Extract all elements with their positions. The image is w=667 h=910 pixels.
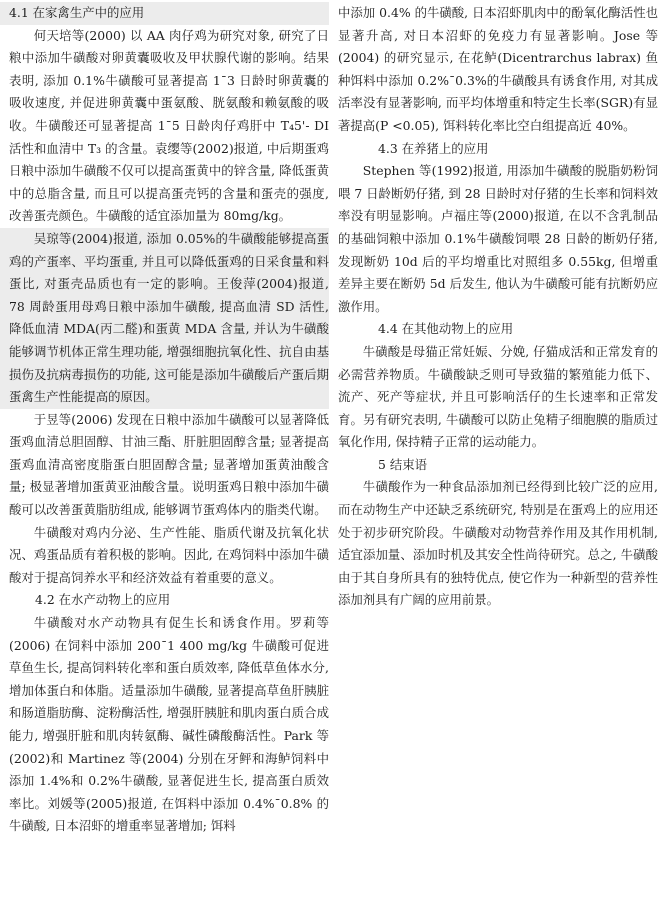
section-heading-4-2: 4.2 在水产动物上的应用 — [35, 592, 171, 608]
section-heading-5: 5 结束语 — [378, 456, 427, 472]
section-heading-4-3: 4.3 在养猪上的应用 — [378, 140, 489, 156]
right-column — [338, 2, 658, 612]
paragraph-poultry-2: 吴琼等(2004)报道, 添加 0.05%的牛磺酸能够提高蛋鸡的产蛋率、平均蛋重, 并且可以降低蛋鸡的日采食量和料蛋比, 对蛋壳品质也有一定的影响。王俊萍(2004)报道, 78 周龄蛋用母鸡日粮中添加牛磺酸, 提高血清 SD 活性, 降低血清 MDA(丙二醛)和蛋黄 MDA 含量, 并认为牛磺酸能够调节机体正常生理功能, 增强细胞抗氧化性、抗自由基损伤及抗病毒损伤的功能, 这可能是添加牛磺酸后产蛋后期蛋禽生产性能提高的原因。 — [0, 228, 329, 409]
paragraph-conclusion: 牛磺酸作为一种食品添加剂已经得到比较广泛的应用, 而在动物生产中还缺乏系统研究, 特别是在蛋鸡上的应用还处于初步研究阶段。牛磺酸对动物营养作用及其作用机制, 适宜添加量、添加时机及其安全性尚待研究。总之, 牛磺酸由于其自身所具有的独特优点, 使它作为一种新型的营养性添加剂具有广阔的应用前景。 — [338, 479, 658, 608]
paragraph-other-animals: 牛磺酸是母猫正常妊娠、分娩, 仔猫成活和正常发育的必需营养物质。牛磺酸缺乏则可导致猫的繁殖能力低下、流产、死产等症状, 并且可影响活仔的生长速率和正常发育。另有研究表明, 牛磺酸可以防止兔精子细胞膜的脂质过氧化作用, 保持精子正常的运动能力。 — [338, 343, 658, 450]
paragraph-poultry-1: 何天培等(2000) 以 AA 肉仔鸡为研究对象, 研究了日粮中添加牛磺酸对卵黄囊吸收及甲状腺代谢的影响。结果表明, 添加 0.1%牛磺酸可显著提高 1¯3 日龄时卵黄囊的吸收速度, 并促进卵黄囊中蛋氨酸、胱氨酸和赖氨酸的吸收。牛磺酸还可显著提高 1¯5 日龄肉仔鸡肝中 T₄5'- DI 活性和血清中 T₃ 的含量。袁缨等(2002)报道, 中后期蛋鸡日粮中添加牛磺酸不仅可以提高蛋黄中的锌含量, 降低蛋黄中的总脂含量, 而且可以提高蛋壳钙的含量和蛋壳的强度, 改善蛋壳颜色。牛磺酸的适宜添加量为 80mg/kg。 — [9, 27, 329, 224]
paragraph-poultry-4: 牛磺酸对鸡内分泌、生产性能、脂质代谢及抗氧化状况、鸡蛋品质有着积极的影响。因此, 在鸡饲料中添加牛磺酸对于提高饲养水平和经济效益有着重要的意义。 — [9, 524, 329, 585]
paragraph-poultry-3: 于昱等(2006) 发现在日粮中添加牛磺酸可以显著降低蛋鸡血清总胆固醇、甘油三酯、肝脏胆固醇含量; 显著提高蛋鸡血清高密度脂蛋白胆固醇含量; 显著增加蛋黄油酸含量; 极显著增加蛋黄亚油酸含量。说明蛋鸡日粮中添加牛磺酸可以改善蛋黄脂肪组成, 能够调节蛋鸡体内的脂类代谢。 — [9, 411, 329, 518]
section-heading-4-1: 4.1 在家禽生产中的应用 — [0, 2, 329, 25]
paragraph-aquatic-1: 牛磺酸对水产动物具有促生长和诱食作用。罗莉等(2006) 在饲料中添加 200¯1 400 mg/kg 牛磺酸可促进草鱼生长, 提高饲料转化率和蛋白质效率, 降低草鱼体水分, 增加体蛋白和体脂。适量添加牛磺酸, 显著提高草鱼肝胰脏和肠道脂肪酶、淀粉酶活性, 增强肝胰脏和肌肉蛋白质合成能力, 增强肝脏和肌肉转氨酶、碱性磷酸酶活性。Park 等(2002)和 Martinez 等(2004) 分别在牙鲆和海鲈饲料中添加 1.4%和 0.2%牛磺酸, 显著促进生长, 提高蛋白质效率比。刘媛等(2005)报道, 在饵料中添加 0.4%¯0.8% 的牛磺酸, 日本沼虾的增重率显著增加; 饵料 — [9, 615, 329, 834]
left-column — [9, 2, 329, 838]
paragraph-aquatic-continued: 中添加 0.4% 的牛磺酸, 日本沼虾肌肉中的酚氧化酶活性也显著升高, 对日本沼虾的免疫力有显著影响。Jose 等(2004) 的研究显示, 在花鲈(Dicentrarchus labrax) 鱼种饵料中添加 0.2%¯0.3%的牛磺酸具有诱食作用, 对其成活率没有显著影响, 而平均体增重和特定生长率(SGR)有显著提高(P <0.05), 饵料转化率比空白组提高近 40%。 — [338, 5, 658, 133]
section-heading-4-4: 4.4 在其他动物上的应用 — [378, 321, 514, 337]
paragraph-swine: Stephen 等(1992)报道, 用添加牛磺酸的脱脂奶粉饲喂 7 日龄断奶仔猪, 到 28 日龄时对仔猪的生长率和饲料效率没有明显影响。卢福庄等(2000)报道, 在以不含乳制品的基础饲粮中添加 0.1%牛磺酸饲喂 28 日龄的断奶仔猪, 发现断奶 10d 后的平均增重比对照组多 0.55kg, 但增重差异主要在断奶 5d 后发生, 他认为牛磺酸可能有抗断奶应激作用。 — [338, 163, 658, 314]
